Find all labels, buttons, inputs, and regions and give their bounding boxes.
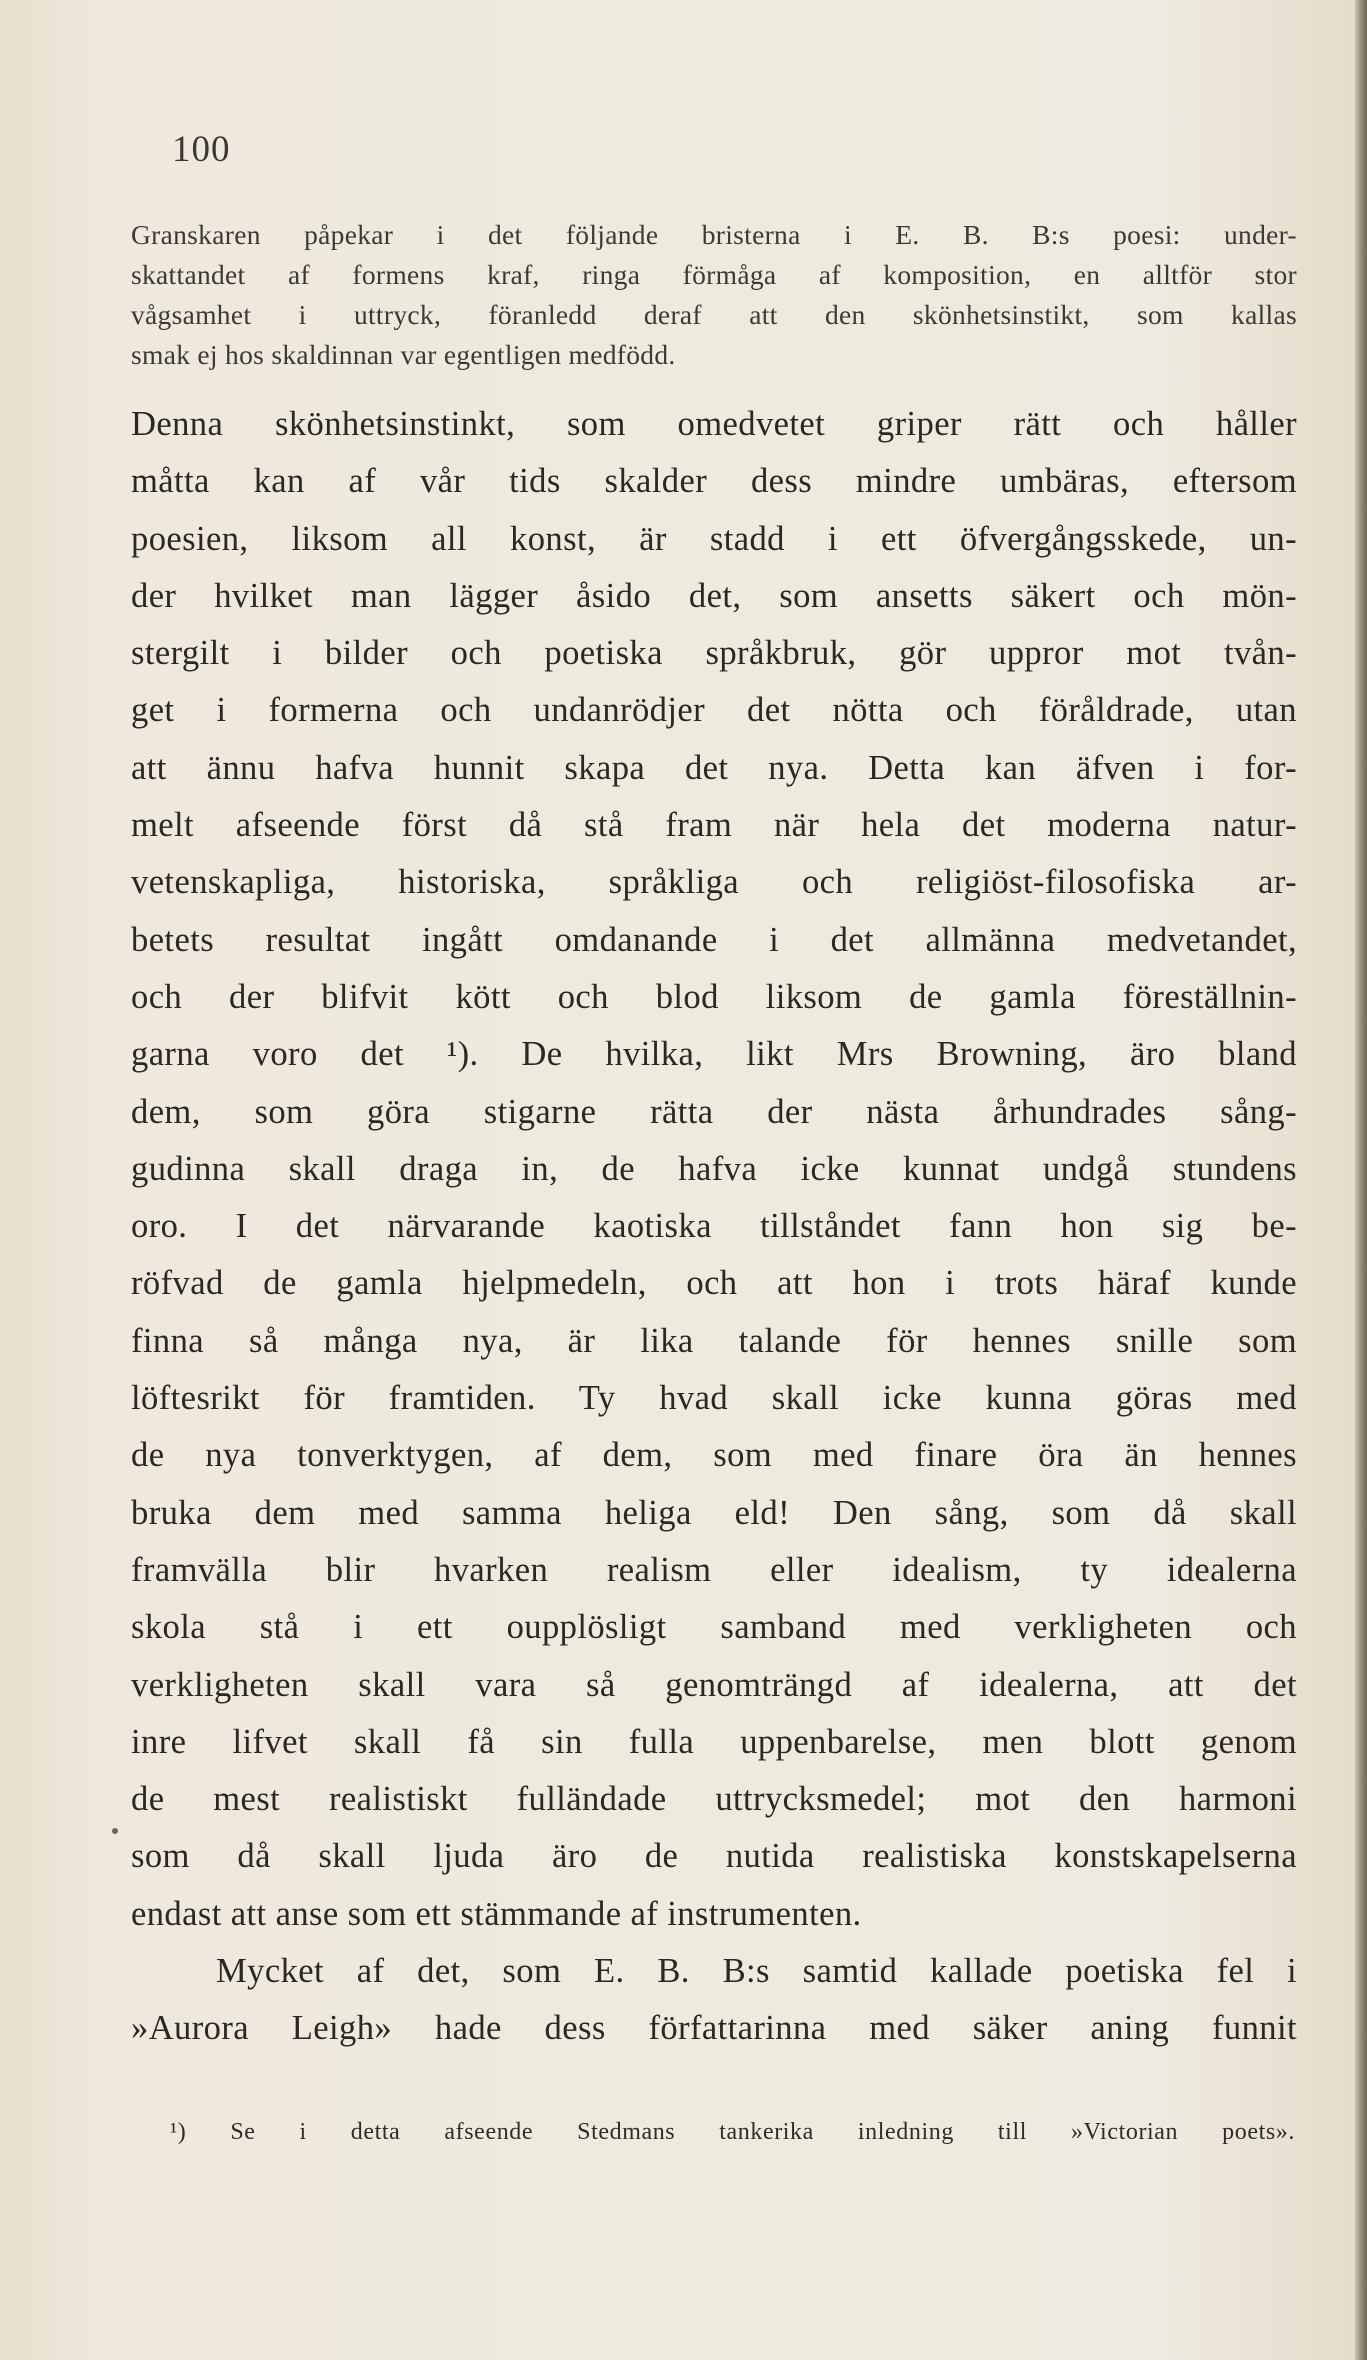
body-line: inre lifvet skall få sin fulla uppenbarelse, men blott genom [131, 1722, 1297, 1761]
body-line: skola stå i ett oupplösligt samband med verkligheten och [131, 1608, 1297, 1647]
body-line: stergilt i bilder och poetiska språkbruk, gör uppror mot tvån- [131, 634, 1297, 673]
body-line: poesien, liksom all konst, är stadd i ett öfvergångsskede, un- [131, 519, 1297, 558]
summary-line: Granskaren påpekar i det följande bristerna i E. B. B:s poesi: under- [131, 219, 1297, 250]
body-line: bruka dem med samma heliga eld! Den sång, som då skall [131, 1493, 1297, 1532]
body-line: Denna skönhetsinstinkt, som omedvetet griper rätt och håller [131, 405, 1297, 443]
body-line: finna så många nya, är lika talande för hennes snille som [131, 1321, 1297, 1360]
summary-paragraph [131, 215, 1297, 375]
body-line: endast att anse som ett stämmande af instrumenten. [131, 1894, 862, 1933]
body-line: garna voro det ¹). De hvilka, likt Mrs Browning, äro bland [131, 1035, 1297, 1074]
footnote [170, 2115, 1295, 2149]
body-line: verkligheten skall vara så genomträngd af idealerna, att det [131, 1665, 1297, 1704]
body-line: röfvad de gamla hjelpmedeln, och att hon i trots häraf kunde [131, 1264, 1297, 1303]
margin-mark [112, 1828, 118, 1834]
body-line: der hvilket man lägger åsido det, som ansetts säkert och mön- [131, 576, 1297, 615]
summary-line: vågsamhet i uttryck, föranledd deraf att den skönhetsinstikt, som kallas [131, 299, 1297, 330]
body-line: de nya tonverktygen, af dem, som med finare öra än hennes [131, 1436, 1297, 1475]
body-line: de mest realistiskt fulländade uttrycksmedel; mot den harmoni [131, 1780, 1297, 1819]
page-number: 100 [172, 129, 231, 170]
body-line: framvälla blir hvarken realism eller idealism, ty idealerna [131, 1550, 1297, 1589]
body-line: måtta kan af vår tids skalder dess mindre umbäras, eftersom [131, 462, 1297, 501]
body-line: melt afseende först då stå fram när hela det moderna natur- [131, 806, 1297, 845]
body-text [131, 396, 1297, 2058]
body-line: löftesrikt för framtiden. Ty hvad skall icke kunna göras med [131, 1379, 1297, 1418]
summary-line: skattandet af formens kraf, ringa förmåga af komposition, en alltför stor [131, 259, 1297, 290]
body-line: som då skall ljuda äro de nutida realistiska konstskapelserna [131, 1837, 1297, 1876]
page-edge-shadow [1355, 0, 1367, 2360]
body-line: get i formerna och undanrödjer det nötta och föråldrade, utan [131, 691, 1297, 730]
body-line: Mycket af det, som E. B. B:s samtid kallade poetiska fel i [216, 1952, 1297, 1991]
footnote-line: ¹) Se i detta afseende Stedmans tankerika inledning till »Victorian poets». [170, 2119, 1295, 2145]
body-line: gudinna skall draga in, de hafva icke kunnat undgå stundens [131, 1149, 1297, 1188]
body-line: oro. I det närvarande kaotiska tillståndet fann hon sig be- [131, 1207, 1297, 1246]
body-line: att ännu hafva hunnit skapa det nya. Detta kan äfven i for- [131, 748, 1297, 787]
body-line: »Aurora Leigh» hade dess författarinna med säker aning funnit [131, 2009, 1297, 2048]
body-line: vetenskapliga, historiska, språkliga och religiöst-filosofiska ar- [131, 863, 1297, 902]
body-line: dem, som göra stigarne rätta der nästa århundrades sång- [131, 1092, 1297, 1131]
body-line: betets resultat ingått omdanande i det allmänna medvetandet, [131, 920, 1297, 959]
summary-line: smak ej hos skaldinnan var egentligen medfödd. [131, 339, 676, 370]
body-line: och der blifvit kött och blod liksom de gamla föreställnin- [131, 977, 1297, 1016]
